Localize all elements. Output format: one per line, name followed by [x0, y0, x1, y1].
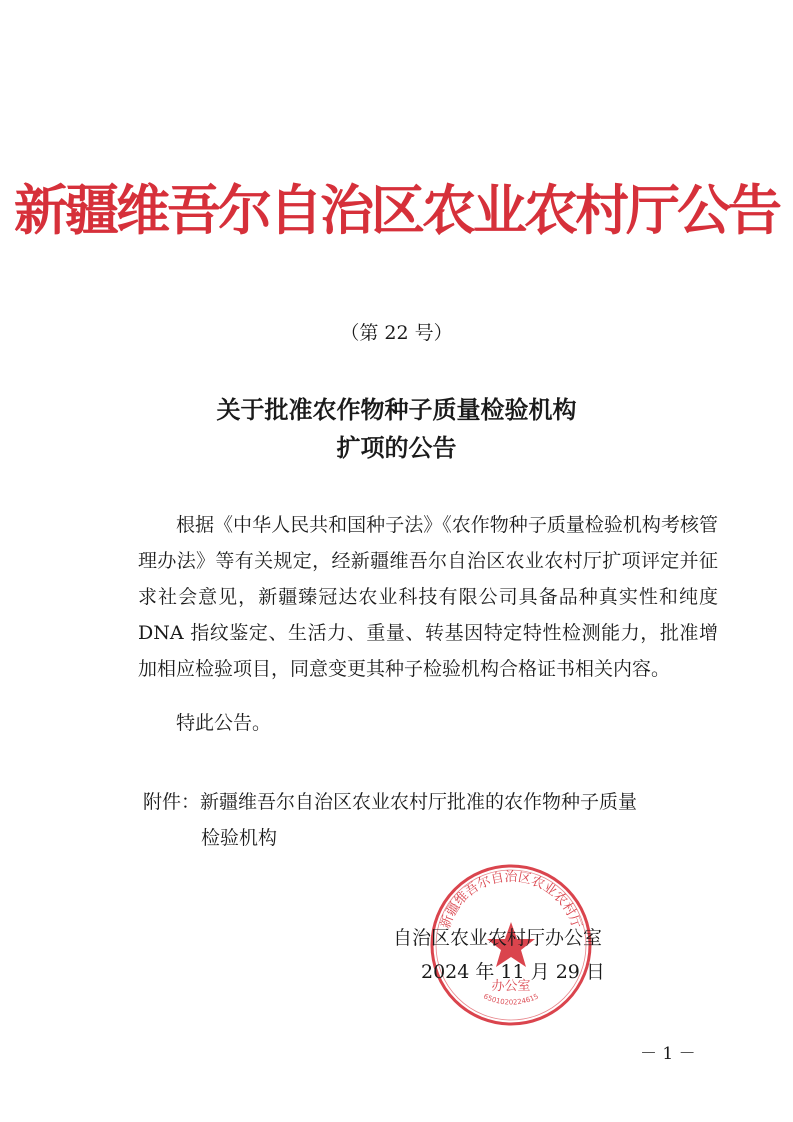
document-header-title: 新疆维吾尔自治区农业农村厅公告	[14, 178, 779, 242]
subject-line-1: 关于批准农作物种子质量检验机构	[216, 396, 577, 424]
seal-serial: 6501020224615	[482, 992, 540, 1007]
issuer-name: 自治区农业农村厅办公室	[393, 927, 603, 949]
seal-inner-text: 办公室	[491, 979, 531, 994]
svg-text:6501020224615	[482, 992, 540, 1006]
attachment-note	[143, 784, 703, 856]
attachment-line-1: 附件：新疆维吾尔自治区农业农村厅批准的农作物种子质量	[143, 791, 638, 813]
body-paragraph: 根据《中华人民共和国种子法》《农作物种子质量检验机构考核管理办法》等有关规定，经新疆维吾尔自治区农业农村厅扩项评定并征求社会意见，新疆臻冠达农业科技有限公司具备品种真实性和纯度 DNA 指纹鉴定、生活力、重量、转基因特定特性检测能力，批准增加相应检验项目，同意变更其种子检验机构合格证书相关内容。	[138, 514, 718, 680]
seal-outer-text: 新疆维吾尔自治区农业农村厅	[438, 870, 584, 931]
document-number: （第 22 号）	[340, 322, 453, 344]
document-body	[138, 507, 718, 687]
subject-line-2: 扩项的公告	[336, 434, 457, 462]
issue-date: 2024 年 11 月 29 日	[421, 961, 605, 983]
attachment-line-2: 检验机构	[201, 827, 278, 849]
closing-text: 特此公告。	[176, 712, 272, 734]
page-number: － 1 －	[640, 1044, 696, 1064]
document-subject	[0, 391, 793, 467]
